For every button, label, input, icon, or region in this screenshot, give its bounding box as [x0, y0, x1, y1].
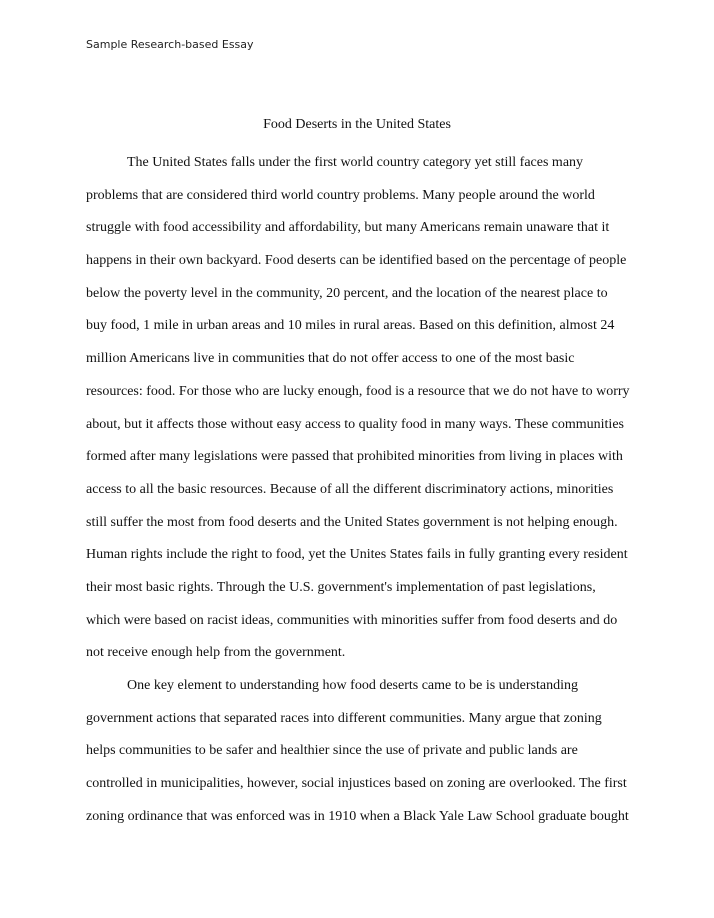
text-line: helps communities to be safer and healthier since the use of private and public lands are [86, 743, 578, 759]
text-line: formed after many legislations were passed that prohibited minorities from living in places with [86, 449, 623, 465]
text-line: The United States falls under the first world country category yet still faces many [127, 155, 584, 170]
text-line: about, but it affects those without easy access to quality food in many ways. These communities [86, 416, 624, 432]
paragraph-1 [86, 147, 646, 670]
text-line: still suffer the most from food deserts and the United States government is not helping enough. [86, 514, 618, 530]
text-line: buy food, 1 mile in urban areas and 10 miles in rural areas. Based on this definition, almost 24 [86, 318, 615, 334]
text-line: Human rights include the right to food, yet the Unites States fails in fully granting every resident [86, 547, 628, 563]
text-line: government actions that separated races into different communities. Many argue that zoning [86, 710, 602, 726]
text-line: not receive enough help from the government. [86, 645, 346, 661]
text-line: resources: food. For those who are lucky enough, food is a resource that we do not have to worry [86, 383, 630, 399]
text-line: controlled in municipalities, however, social injustices based on zoning are overlooked. The first [86, 776, 627, 792]
text-line: problems that are considered third world country problems. Many people around the world [86, 187, 595, 203]
text-line: struggle with food accessibility and affordability, but many Americans remain unaware that it [86, 220, 610, 236]
text-line: access to all the basic resources. Because of all the different discriminatory actions, minorities [86, 481, 614, 497]
document-title: Food Deserts in the United States [263, 117, 451, 132]
text-line: their most basic rights. Through the U.S. government's implementation of past legislations, [86, 579, 596, 595]
text-line: happens in their own backyard. Food deserts can be identified based on the percentage of people [86, 253, 627, 269]
running-header: Sample Research-based Essay [86, 38, 254, 51]
text-line: which were based on racist ideas, communities with minorities suffer from food deserts and do [86, 612, 618, 628]
text-line: One key element to understanding how food deserts came to be is understanding [127, 678, 578, 693]
text-line: below the poverty level in the community, 20 percent, and the location of the nearest place to [86, 285, 608, 301]
text-line: million Americans live in communities that do not offer access to one of the most basic [86, 351, 575, 367]
paragraph-2 [86, 670, 646, 833]
text-line: zoning ordinance that was enforced was in 1910 when a Black Yale Law School graduate bought [86, 808, 629, 824]
essay-body [86, 147, 646, 833]
